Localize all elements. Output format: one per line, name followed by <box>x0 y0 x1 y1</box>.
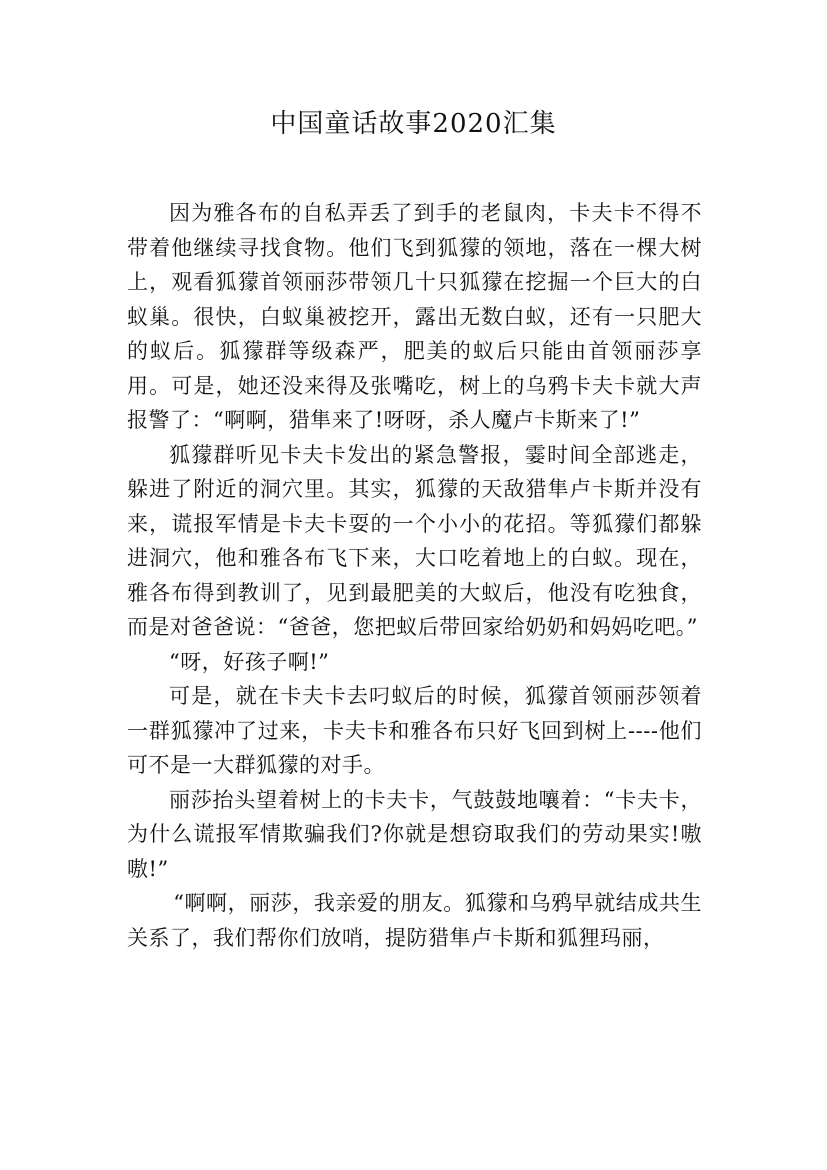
document-title: 中国童话故事2020汇集 <box>270 109 557 139</box>
paragraph: 可是，就在卡夫卡去叼蚁后的时候，狐獴首领丽莎领着一群狐獴冲了过来，卡夫卡和雅各布只好飞回到树上----他们可不是一大群狐獴的对手。 <box>127 684 702 777</box>
paragraph: “呀，好孩子啊!” <box>169 649 330 674</box>
paragraph: 因为雅各布的自私弄丢了到手的老鼠肉，卡夫卡不得不带着他继续寻找食物。他们飞到狐獴的领地，落在一棵大树上，观看狐獴首领丽莎带领几十只狐獴在挖掘一个巨大的白蚁巢。很快，白蚁巢被挖开，露出无数白蚁，还有一只肥大的蚁后。狐獴群等级森严，肥美的蚁后只能由首领丽莎享用。可是，她还没来得及张嘴吃，树上的乌鸦卡夫卡就大声报警了：“啊啊，猎隼来了!呀呀，杀人魔卢卡斯来了!” <box>127 201 702 432</box>
paragraph: 丽莎抬头望着树上的卡夫卡，气鼓鼓地嚷着：“卡夫卡，为什么谎报军情欺骗我们?你就是想窃取我们的劳动果实!嗷嗷!” <box>127 787 702 881</box>
paragraph: 狐獴群听见卡夫卡发出的紧急警报，霎时间全部逃走，躲进了附近的洞穴里。其实，狐獴的天敌猎隼卢卡斯并没有来，谎报军情是卡夫卡耍的一个小小的花招。等狐獴们都躲进洞穴，他和雅各布飞下来，大口吃着地上的白蚁。现在，雅各布得到教训了，见到最肥美的大蚁后，他没有吃独食，而是对爸爸说：“爸爸，您把蚁后带回家给奶奶和妈妈吃吧。” <box>127 442 702 639</box>
paragraph: “啊啊，丽莎，我亲爱的朋友。狐獴和乌鸦早就结成共生关系了，我们帮你们放哨，提防猎隼卢卡斯和狐狸玛丽， <box>127 891 702 950</box>
document-body <box>127 196 702 955</box>
